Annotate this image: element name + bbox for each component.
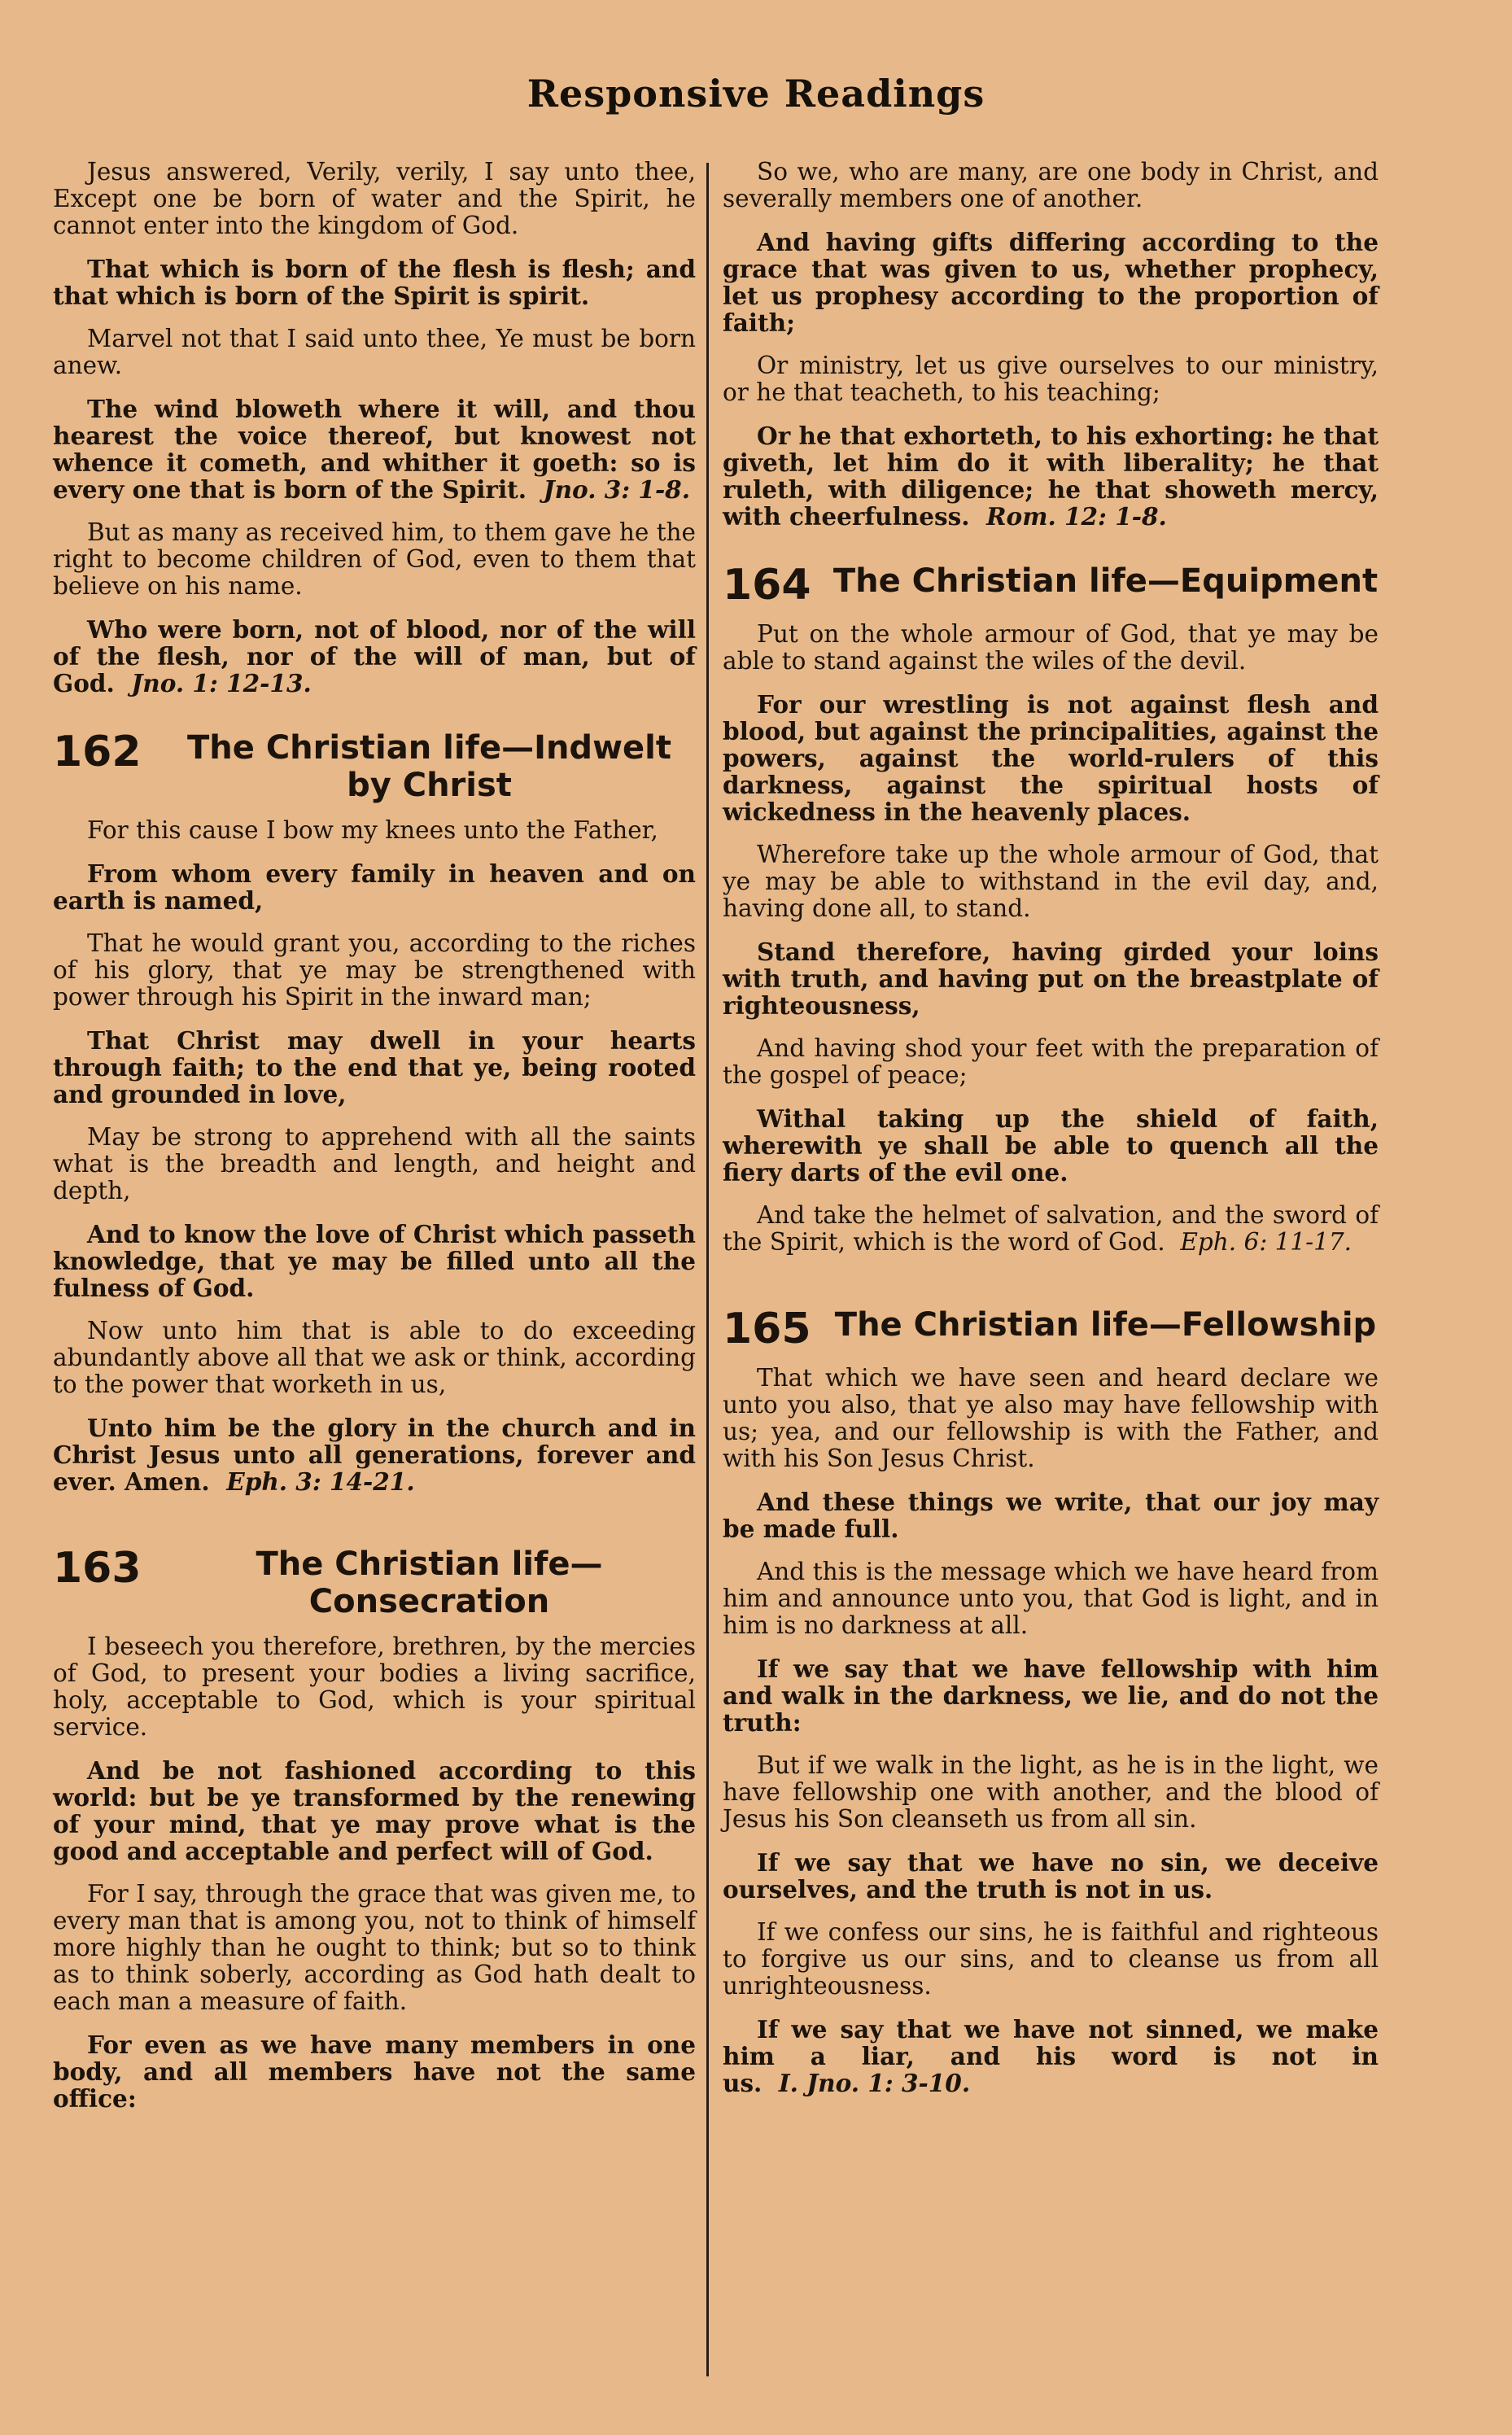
verse-text: That which is born of the flesh is flesh; and that which is born of the Spirit is spirit. xyxy=(53,255,696,310)
verse xyxy=(53,326,696,379)
verse xyxy=(53,519,696,600)
verse xyxy=(723,1849,1379,1903)
reading-number: 162 xyxy=(53,728,142,776)
verse-text: If we confess our sins, he is faithful and righteous to forgive us our sins, and to cleanse us from all unrighteousness. xyxy=(723,1918,1379,2000)
verse xyxy=(53,2031,696,2112)
reading-165-verses xyxy=(723,1365,1379,2096)
verse-text: And take the helmet of salvation, and the sword of the Spirit, which is the word of God. xyxy=(723,1201,1379,1256)
verse xyxy=(723,1105,1379,1186)
verse xyxy=(53,1124,696,1204)
reading-162-verses xyxy=(53,817,696,1495)
verse-text: That he would grant you, according to the riches of his glory, that ye may be strengthened with power through his Spirit in the inward man; xyxy=(53,929,696,1011)
verse-text: And to know the love of Christ which passeth knowledge, that ye may be filled unto all the fulness of God. xyxy=(53,1220,696,1302)
verse-text: And this is the message which we have heard from him and announce unto you, that God is light, and in him is no darkness at all. xyxy=(723,1558,1379,1639)
reading-title: The Christian life—Consecration xyxy=(256,1545,603,1620)
verse xyxy=(723,1489,1379,1542)
verse xyxy=(723,1558,1379,1639)
verse xyxy=(723,691,1379,825)
verse-text: For I say, through the grace that was given me, to every man that is among you, not to think of himself more highly than he ought to think; but so to think as to think soberly, according as God hath dealt to each man a measure of faith. xyxy=(53,1880,696,2015)
verse-text: And be not fashioned according to this world: but be ye transformed by the renewing of your mind, that ye may prove what is the good and acceptable and perfect will of God. xyxy=(53,1756,696,1865)
verse xyxy=(723,1655,1379,1736)
scripture-citation: Jno. 1: 12-13. xyxy=(131,669,312,697)
reading-title: The Christian life—Indwelt by Christ xyxy=(187,729,671,804)
verse-text: From whom every family in heaven and on earth is named, xyxy=(53,859,696,915)
verse-text: Marvel not that I said unto thee, Ye must be born anew. xyxy=(53,325,696,379)
verse xyxy=(723,842,1379,922)
verse-text: Wherefore take up the whole armour of God, that ye may be able to withstand in the evil day, and, having done all, to stand. xyxy=(723,841,1379,922)
verse xyxy=(723,938,1379,1019)
verse-text: But if we walk in the light, as he is in the light, we have fellowship one with another, and the blood of Jesus his Son cleanseth us from all sin. xyxy=(723,1751,1379,1833)
verse-text: That which we have seen and heard declare we unto you also, that ye also may have fellowship with us; yea, and our fellowship is with the Father, and with his Son Jesus Christ. xyxy=(723,1364,1379,1472)
verse-text: Withal taking up the shield of faith, wherewith ye shall be able to quench all the fiery darts of the evil one. xyxy=(723,1104,1379,1187)
verse-text: May be strong to apprehend with all the saints what is the breadth and length, and height and depth, xyxy=(53,1123,696,1204)
scripture-citation: Eph. 6: 11-17. xyxy=(1180,1228,1352,1256)
verse-text: Or ministry, let us give ourselves to our ministry, or he that teacheth, to his teaching; xyxy=(723,352,1379,406)
scripture-citation: Eph. 3: 14-21. xyxy=(226,1467,415,1496)
column-divider xyxy=(706,163,709,2376)
verse-text: And having shod your feet with the preparation of the gospel of peace; xyxy=(723,1034,1379,1089)
reading-heading-163 xyxy=(53,1545,696,1620)
reading-title: The Christian life—Equipment xyxy=(832,562,1379,600)
verse xyxy=(723,159,1379,212)
scripture-citation: Rom. 12: 1-8. xyxy=(986,502,1167,531)
verse-text: If we say that we have no sin, we deceive ourselves, and the truth is not in us. xyxy=(723,1848,1379,1904)
reading-164-verses xyxy=(723,621,1379,1256)
verse xyxy=(53,930,696,1011)
verse-text: Jesus answered, Verily, verily, I say unto thee, Except one be born of water and the Spirit, he cannot enter into the kingdom of God. xyxy=(53,158,696,239)
verse-text: If we say that we have not sinned, we make him a liar, and his word is not in us. xyxy=(723,2015,1379,2097)
verse xyxy=(53,396,696,503)
verse xyxy=(723,1752,1379,1833)
left-column xyxy=(53,159,696,2128)
verse-text: But as many as received him, to them gave he the right to become children of God, even to them that believe on his name. xyxy=(53,518,697,600)
verse-text: If we say that we have fellowship with him and walk in the darkness, we lie, and do not the truth: xyxy=(723,1655,1379,1737)
verse xyxy=(53,1633,696,1741)
scripture-citation: Jno. 3: 1-8. xyxy=(543,475,690,504)
reading-heading-165 xyxy=(723,1306,1379,1352)
verse-text: For even as we have many members in one body, and all members have not the same office: xyxy=(53,2031,696,2113)
verse-text: Or he that exhorteth, to his exhorting: he that giveth, let him do it with liberality; he that ruleth, with diligence; he that showeth mercy, with cheerfulness. xyxy=(723,422,1379,531)
verse xyxy=(53,1221,696,1301)
reading-number: 163 xyxy=(53,1544,142,1593)
right-column xyxy=(723,159,1379,2113)
verse-text: And having gifts differing according to the grace that was given to us, whether prophecy, let us prophesy according to the proportion of faith; xyxy=(723,228,1379,337)
verse-text: Who were born, not of blood, nor of the will of the flesh, nor of the will of man, but of God. xyxy=(53,615,696,697)
verse xyxy=(723,1919,1379,2000)
verse-text: That Christ may dwell in your hearts through faith; to the end that ye, being rooted and grounded in love, xyxy=(53,1026,696,1108)
verse xyxy=(53,256,696,309)
verse-text: The wind bloweth where it will, and thou hearest the voice thereof, but knowest not whence it cometh, and whither it goeth: so is every one that is born of the Spirit. xyxy=(53,395,696,504)
verse xyxy=(723,2016,1379,2096)
verse xyxy=(53,1881,696,2015)
verse-text: So we, who are many, are one body in Christ, and severally members one of another. xyxy=(723,158,1379,212)
verse xyxy=(53,817,696,844)
verse-text: Put on the whole armour of God, that ye may be able to stand against the wiles of the devil. xyxy=(723,620,1379,675)
verse xyxy=(53,616,696,697)
verse xyxy=(723,422,1379,530)
verse-text: Now unto him that is able to do exceeding abundantly above all that we ask or think, according to the power that worketh in us, xyxy=(53,1317,696,1398)
verse xyxy=(53,1318,696,1398)
verse xyxy=(53,1027,696,1108)
verse xyxy=(723,229,1379,336)
verse xyxy=(723,1202,1379,1256)
verse xyxy=(723,1035,1379,1089)
reading-title: The Christian life—Fellowship xyxy=(834,1306,1377,1344)
verse xyxy=(723,621,1379,675)
verse xyxy=(723,352,1379,406)
reading-continuation xyxy=(723,159,1379,530)
verse-text: And these things we write, that our joy may be made full. xyxy=(723,1488,1379,1543)
reading-continuation xyxy=(53,159,696,697)
verse-text: I beseech you therefore, brethren, by the mercies of God, to present your bodies a living sacrifice, holy, acceptable to God, which is your spiritual service. xyxy=(53,1633,696,1741)
verse xyxy=(723,1365,1379,1472)
verse xyxy=(53,159,696,239)
verse-text: Stand therefore, having girded your loins with truth, and having put on the breastplate of righteousness, xyxy=(723,938,1379,1020)
verse-text: Unto him be the glory in the church and in Christ Jesus unto all generations, forever and ever. Amen. xyxy=(53,1414,696,1496)
verse xyxy=(53,1757,696,1865)
verse xyxy=(53,1414,696,1495)
verse xyxy=(53,860,696,914)
reading-number: 165 xyxy=(723,1305,811,1353)
reading-163-verses xyxy=(53,1633,696,2112)
verse-text: For our wrestling is not against flesh and blood, but against the principalities, against the powers, against the world-rulers of this darkness, against the spiritual hosts of wickedness in the heavenly places. xyxy=(723,690,1379,826)
reading-heading-162 xyxy=(53,729,696,804)
reading-number: 164 xyxy=(723,561,811,610)
verse-text: For this cause I bow my knees unto the Father, xyxy=(87,816,658,844)
page-header: Responsive Readings xyxy=(527,72,985,116)
reading-heading-164 xyxy=(723,562,1379,608)
scripture-citation: I. Jno. 1: 3-10. xyxy=(778,2069,971,2097)
